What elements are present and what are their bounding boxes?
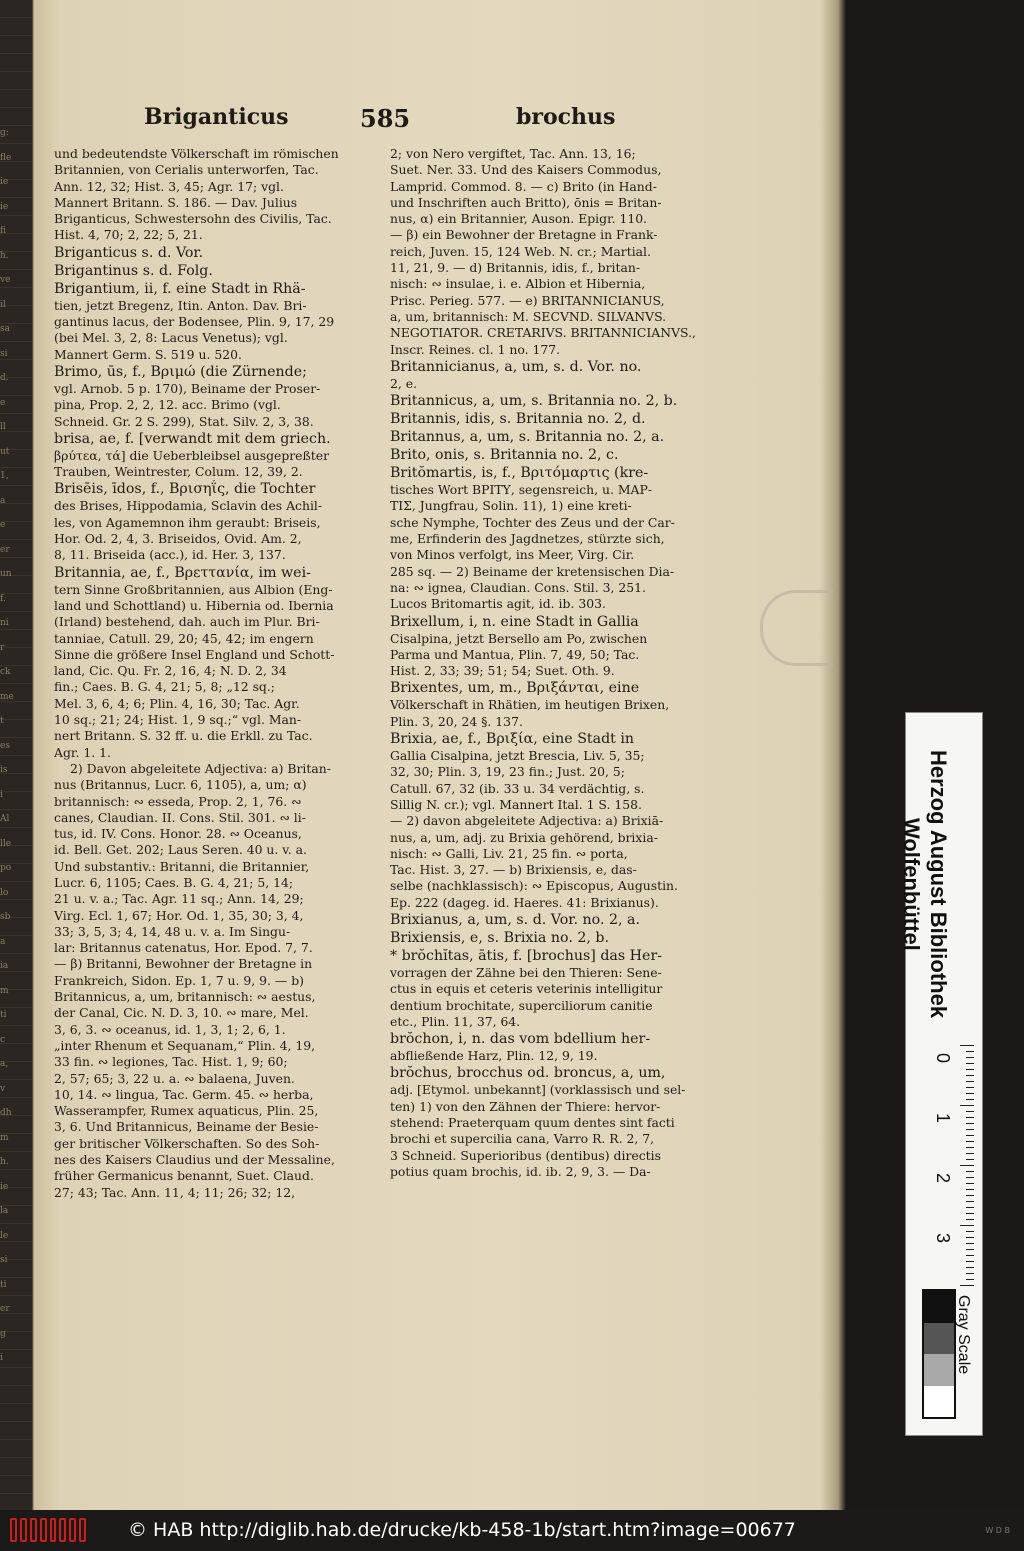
left-text-column [54,146,394,1201]
text-line: Mel. 3, 6, 4; 6; Plin. 4, 16, 30; Tac. Agr. [54,695,300,711]
text-line: Parma und Mantua, Plin. 7, 49, 50; Tac. [390,646,640,662]
adjacent-page-fragment: t [0,716,4,726]
ruler-tick [966,1255,974,1256]
ruler-tick-label: 3 [933,1233,953,1244]
text-line: tern Sinne Großbritannien, aus Albion (Eng- [54,581,333,597]
ruler-tick [966,1183,974,1184]
adjacent-page-fragment: d. [0,373,9,383]
ruler-tick [966,1237,974,1238]
adjacent-page-fragment: v [0,1083,6,1094]
text-line: Britannicus, a, um, britannisch: ∾ aestus, [54,989,316,1005]
adjacent-page-fragment: ia [0,961,9,971]
text-line: 2, 57; 65; 3, 22 u. a. ∾ balaena, Juven. [54,1070,295,1086]
adjacent-page-fragment: c [0,1034,6,1045]
ruler-tick [966,1207,974,1208]
entry-headword-line: Brimo, ūs, f., Βριμώ (die Zürnende; [54,363,307,380]
ruler-tick [960,1045,974,1046]
ruler-tick [966,1279,974,1280]
ruler-tick [960,1225,974,1226]
text-line: nus, a, um, adj. zu Brixia gehörend, brixia- [390,829,658,845]
color-calibration-card [899,712,983,1436]
text-line: nus (Britannus, Lucr. 6, 1105), a, um; α) [54,777,307,793]
entry-headword-line: Brito, onis, s. Britannia no. 2, c. [390,447,619,464]
right-text-column [390,146,750,1180]
adjacent-page-fragment: i [0,789,3,800]
text-line: 2, e. [390,375,418,391]
text-line: Ann. 12, 32; Hist. 3, 45; Agr. 17; vgl. [54,178,284,194]
text-line: und bedeutendste Völkerschaft im römischen [54,146,339,161]
text-line: 8, 11. Briseida (acc.), id. Her. 3, 137. [54,547,286,563]
text-line: na: ∾ ignea, Claudian. Cons. Stil. 3, 251. [390,579,646,595]
dictionary-page [34,12,834,1510]
adjacent-page-fragment: a [0,495,6,506]
text-line: tanniae, Catull. 29, 20; 45, 42; im engern [54,630,314,646]
text-line: Briganticus, Schwestersohn des Civilis, Tac. [54,211,332,227]
text-line: Mannert Britann. S. 186. — Dav. Julius [54,194,298,210]
adjacent-page-edge [0,0,32,1510]
entry-headword-line: brisa, ae, f. [verwandt mit dem griech. [54,430,331,447]
adjacent-page-fragment: un [0,569,12,579]
text-line: Plin. 3, 20, 24 §. 137. [390,713,523,729]
adjacent-page-fragment: la [0,1206,9,1216]
text-line: früher Germanicus benannt, Suet. Claud. [54,1168,314,1184]
adjacent-page-fragment: ut [0,446,10,457]
entry-headword-line: Britannus, a, um, s. Britannia no. 2, a. [390,429,665,446]
text-line: stehend: Praeterquam quum dentes sint facti [390,1115,675,1131]
text-line: 27; 43; Tac. Ann. 11, 4; 11; 26; 32; 12, [54,1184,296,1200]
entry-headword-line: Brixentes, um, m., Βριξάνται, eine [390,680,640,697]
text-line: sche Nymphe, Tochter des Zeus und der Car- [390,514,675,530]
text-line: nes des Kaisers Claudius und der Messaline, [54,1152,335,1168]
adjacent-page-fragment: ll [0,422,6,432]
adjacent-page-fragment: fle [0,152,12,163]
ruler-tick [966,1099,974,1100]
text-line: nert Britann. S. 32 ff. u. die Erkll. zu Tac. [54,728,313,744]
text-line: Suet. Ner. 33. Und des Kaisers Commodus, [390,162,662,178]
text-line: 11, 21, 9. — d) Britannis, idis, f., britan- [390,260,641,276]
adjacent-page-fragment: sb [0,912,11,922]
ruler-tick [966,1171,974,1172]
text-line: „inter Rhenum et Sequanam,“ Plin. 4, 19, [54,1037,316,1053]
text-line: — 2) davon abgeleitete Adjectiva: a) Brixiā- [390,813,664,829]
ruler-tick [966,1141,974,1142]
adjacent-page-fragment: me [0,691,14,702]
ruler-tick [966,1267,974,1268]
text-line: Mannert Germ. S. 519 u. 520. [54,346,242,362]
text-line: ΤΙΣ, Jungfrau, Solin. 11), 1) eine kreti- [390,498,632,514]
entry-headword-line: * brŏchĭtas, ātis, f. [brochus] das Her- [390,947,663,964]
text-line: 2) Davon abgeleitete Adjectiva: a) Britan- [70,760,331,776]
entry-headword-line: Britannicus, a, um, s. Britannia no. 2, b. [390,393,678,410]
text-line: vorragen der Zähne bei den Thieren: Sene- [390,964,662,980]
text-line: gantinus lacus, der Bodensee, Plin. 9, 17, 29 [54,314,335,330]
scale-ruler [918,1045,974,1295]
adjacent-page-fragment: Al [0,814,10,824]
adjacent-page-fragment: a [0,936,6,947]
adjacent-page-fragment: po [0,863,12,873]
text-line: Prisc. Perieg. 577. — e) BRITANNICIANUS, [390,292,665,308]
adjacent-page-fragment: e [0,520,6,530]
gray-swatch [924,1291,954,1323]
text-line: Cisalpina, jetzt Bersello am Po, zwischen [390,630,648,646]
text-line: — β) ein Bewohner der Bretagne in Frank- [390,227,658,243]
text-line: 3 Schneid. Superioribus (dentibus) directis [390,1147,661,1163]
text-line: nisch: ∾ Galli, Liv. 21, 25 fin. ∾ porta, [390,845,628,861]
text-line: Lamprid. Commod. 8. — c) Brito (in Hand- [390,178,657,194]
text-line: Trauben, Weintrester, Colum. 12, 39, 2. [54,464,303,480]
text-line: dentium brochitate, superciliorum canitie [390,997,653,1013]
page-number: 585 [360,104,411,133]
card-title [899,725,952,1043]
adjacent-page-fragment: sa [0,324,10,334]
ruler-tick [966,1189,974,1190]
viewer-footer [0,1510,1024,1551]
text-line: Hist. 2, 33; 39; 51; 54; Suet. Oth. 9. [390,663,615,679]
ruler-tick [966,1261,974,1262]
adjacent-page-fragment: g [0,1328,6,1339]
text-line: Catull. 67, 32 (ib. 33 u. 34 verdächtig, s. [390,780,645,796]
text-line: der Canal, Cic. N. D. 3, 10. ∾ mare, Mel. [54,1005,309,1021]
text-line: Und substantiv.: Britanni, die Britannier, [54,858,310,874]
ruler-tick [966,1231,974,1232]
ruler-tick [966,1057,974,1058]
text-line: Lucr. 6, 1105; Caes. B. G. 4, 21; 5, 14; [54,874,294,890]
text-line: Agr. 1. 1. [54,744,111,760]
text-line: Lucos Britomartis agit, id. ib. 303. [390,596,606,612]
text-line: selbe (nachklassisch): ∾ Episcopus, Augustin. [390,878,678,894]
ruler-tick [966,1117,974,1118]
text-line: britannisch: ∾ esseda, Prop. 2, 1, 76. ∾ [54,793,302,809]
text-line: etc., Plin. 11, 37, 64. [390,1013,521,1029]
text-line: und Inschriften auch Britto), ōnis = Britan- [390,194,662,210]
ruler-tick [966,1135,974,1136]
adjacent-page-fragment: fi [0,226,7,236]
adjacent-page-fragment: ie [0,1181,9,1192]
adjacent-page-fragment: g: [0,128,9,138]
adjacent-page-fragment: ti [0,1279,7,1290]
gray-scale-label: Gray Scale [955,1295,972,1375]
text-line: von Minos verfolgt, ins Meer, Virg. Cir. [390,547,635,563]
adjacent-page-fragment: si [0,348,8,359]
hab-logo-icon[interactable] [10,1518,86,1542]
ruler-tick [966,1249,974,1250]
text-line: ten) 1) von den Zähnen der Thiere: hervor- [390,1098,661,1114]
footer-mark: W D B [985,1526,1010,1535]
entry-headword-line: Brisēis, īdos, f., Βρισηΐς, die Tochter [54,481,316,498]
running-head-left: Briganticus [144,104,289,130]
text-line: 2; von Nero vergiftet, Tac. Ann. 13, 16; [390,146,636,161]
ruler-tick [966,1093,974,1094]
entry-headword-line: Brixellum, i, n. eine Stadt in Gallia [390,613,639,630]
entry-headword-line: Brixia, ae, f., Βριξία, eine Stadt in [390,731,635,748]
gray-swatch [924,1354,954,1386]
text-line: ctus in equis et ceteris veterinis intelligitur [390,981,663,997]
adjacent-page-fragment: ie [0,177,9,187]
adjacent-page-fragment: is [0,765,8,775]
ruler-tick [966,1147,974,1148]
card-title-line1: Herzog August Bibliothek [926,749,951,1019]
ruler-tick [966,1081,974,1082]
text-line: Ep. 222 (dageg. id. Haeres. 41: Brixianus). [390,894,659,910]
text-line: 33 fin. ∾ legiones, Tac. Hist. 1, 9; 60; [54,1054,288,1070]
text-line: Völkerschaft in Rhätien, im heutigen Brixen, [390,697,670,713]
text-line: ger britischer Völkerschaften. So des Soh- [54,1135,320,1151]
text-line: (Irland) bestehend, dah. auch im Plur. Bri- [54,614,320,630]
adjacent-page-fragment: a, [0,1059,9,1069]
copyright-link[interactable]: © HAB http://diglib.hab.de/drucke/kb-458-1b/start.htm?image=00677 [128,1519,796,1541]
text-line: 285 sq. — 2) Beiname der kretensischen Dia- [390,563,675,579]
ruler-tick [960,1105,974,1106]
gray-swatch [924,1323,954,1355]
adjacent-page-fragment: il [0,299,6,310]
ruler-tick [966,1051,974,1052]
running-head-right: brochus [516,104,616,130]
text-line: brochi et supercilia cana, Varro R. R. 2, 7, [390,1131,655,1147]
ruler-tick-label: 1 [933,1113,953,1124]
ruler-tick [966,1087,974,1088]
text-line: 33; 3, 5, 3; 4, 14, 48 u. v. a. Im Singu- [54,923,291,939]
text-line: potius quam brochis, id. ib. 2, 9, 3. — Da- [390,1163,651,1179]
adjacent-page-fragment: lle [0,838,12,849]
text-line: Virg. Ecl. 1, 67; Hor. Od. 1, 35, 30; 3, 4, [54,907,304,923]
text-line: Inscr. Reines. cl. 1 no. 177. [390,341,561,357]
ruler-tick [966,1159,974,1160]
adjacent-page-fragment: ie [0,201,9,212]
adjacent-page-fragment: ve [0,275,11,285]
text-line: nus, α) ein Britannier, Auson. Epigr. 110. [390,211,648,227]
ruler-tick [966,1153,974,1154]
ruler-tick [966,1201,974,1202]
ruler-tick [960,1165,974,1166]
adjacent-page-fragment: ck [0,667,11,677]
ruler-tick [966,1069,974,1070]
text-line: nisch: ∾ insulae, i. e. Albion et Hibernia, [390,276,646,292]
text-line: 32, 30; Plin. 3, 19, 23 fin.; Just. 20, 5; [390,764,625,780]
text-line: abfließende Harz, Plin. 12, 9, 19. [390,1048,598,1064]
text-line: — β) Britanni, Bewohner der Bretagne in [54,956,313,972]
text-line: Britannien, von Cerialis unterworfen, Tac. [54,162,319,178]
text-line: 3, 6. Und Britannicus, Beiname der Besie- [54,1119,319,1135]
text-line: Sillig N. cr.); vgl. Mannert Ital. 1 S. 158. [390,796,642,812]
ruler-tick [966,1219,974,1220]
gray-scale-swatches [922,1289,956,1419]
entry-headword-line: Briganticus s. d. Vor. [54,244,204,261]
adjacent-page-fragment: si [0,1255,8,1265]
adjacent-page-fragment: e [0,397,6,408]
text-line: Tac. Hist. 3, 27. — b) Brixiensis, e, das- [390,862,637,878]
ruler-tick [966,1111,974,1112]
gray-swatch [924,1386,954,1418]
ruler-tick-label: 0 [933,1053,953,1064]
text-line: 3, 6, 3. ∾ oceanus, id. 1, 3, 1; 2, 6, 1. [54,1021,286,1037]
text-line: id. Bell. Get. 202; Laus Seren. 40 u. v. a. [54,842,307,858]
text-line: land und Schottland) u. Hibernia od. Ibernia [54,597,334,613]
card-title-line2: Wolfenbüttel [899,817,924,951]
text-line: reich, Juven. 15, 124 Web. N. cr.; Martial. [390,243,651,259]
adjacent-page-fragment: f. [0,593,6,604]
text-line: 10 sq.; 21; 24; Hist. 1, 9 sq.;“ vgl. Man- [54,712,302,728]
text-line: 10, 14. ∾ lingua, Tac. Germ. 45. ∾ herba, [54,1086,314,1102]
adjacent-page-fragment: lo [0,887,9,898]
ruler-tick [966,1195,974,1196]
adjacent-page-fragment: er [0,544,10,555]
adjacent-page-fragment: r [0,642,5,653]
adjacent-page-fragment: le [0,1230,9,1241]
adjacent-page-fragment: h. [0,250,9,261]
text-line: Hor. Od. 2, 4, 3. Briseidos, Ovid. Am. 2, [54,531,302,547]
entry-headword-line: Britŏmartis, is, f., Βριτόμαρτις (kre- [390,465,649,482]
entry-headword-line: Britannis, idis, s. Britannia no. 2, d. [390,411,646,428]
entry-headword-line: Britannia, ae, f., Βρεττανία, im wei- [54,564,311,581]
ruler-tick [966,1123,974,1124]
ruler-tick [966,1213,974,1214]
adjacent-page-fragment: ni [0,618,9,628]
entry-headword-line: brŏchon, i, n. das vom bdellium her- [390,1031,651,1048]
entry-headword-line: Brixianus, a, um, s. d. Vor. no. 2, a. [390,911,640,928]
text-line: lar: Britannus catenatus, Hor. Epod. 7, 7. [54,940,313,956]
adjacent-page-fragment: dh [0,1108,12,1118]
text-line: (bei Mel. 3, 2, 8: Lacus Venetus); vgl. [54,330,288,346]
text-line: Schneid. Gr. 2 S. 299), Stat. Silv. 2, 3, 38. [54,413,314,429]
text-line: βρύτεα, τά] die Ueberbleibsel ausgepreßter [54,447,330,463]
adjacent-page-fragment: m [0,985,9,996]
text-line: tus, id. IV. Cons. Honor. 28. ∾ Oceanus, [54,826,302,842]
ruler-tick [966,1063,974,1064]
text-line: fin.; Caes. B. G. 4, 21; 5, 8; „12 sq.; [54,679,275,695]
adjacent-page-fragment: 1, [0,471,9,481]
text-line: canes, Claudian. II. Cons. Stil. 301. ∾ li- [54,809,306,825]
ruler-tick [966,1177,974,1178]
text-line: NEGOTIATOR. CRETARIVS. BRITANNICIANVS., [390,325,696,341]
adjacent-page-fragment: h. [0,1157,9,1167]
text-line: land, Cic. Qu. Fr. 2, 16, 4; N. D. 2, 34 [54,663,287,679]
text-line: des Brises, Hippodamia, Sclavin des Achil- [54,498,323,514]
text-line: Hist. 4, 70; 2, 22; 5, 21. [54,227,203,243]
entry-headword-line: brŏchus, brocchus od. broncus, a, um, [390,1065,666,1082]
text-line: les, von Agamemnon ihm geraubt: Briseis, [54,514,321,530]
text-line: tien, jetzt Bregenz, Itin. Anton. Dav. Bri- [54,297,307,313]
text-line: tisches Wort ΒΡΙΤΥ, segensreich, u. ΜΑΡ- [390,482,653,498]
ruler-tick [960,1285,974,1286]
text-line: a, um, britannisch: M. SECVND. SILVANVS. [390,308,667,324]
text-line: adj. [Etymol. unbekannt] (vorklassisch und sel- [390,1082,686,1098]
entry-headword-line: Britannicianus, a, um, s. d. Vor. no. [390,358,642,375]
text-line: Wasserampfer, Rumex aquaticus, Plin. 25, [54,1103,319,1119]
entry-headword-line: Brixiensis, e, s. Brixia no. 2, b. [390,929,609,946]
adjacent-page-fragment: ti [0,1010,7,1020]
entry-headword-line: Brigantinus s. d. Folg. [54,262,213,279]
ruler-tick-label: 2 [933,1173,953,1184]
ruler-tick [966,1273,974,1274]
adjacent-page-fragment: i [0,1353,3,1363]
text-line: Frankreich, Sidon. Ep. 1, 7 u. 9, 9. — b) [54,972,305,988]
page-clip-icon [760,590,833,666]
text-line: pina, Prop. 2, 2, 12. acc. Brimo (vgl. [54,397,281,413]
adjacent-page-fragment: es [0,740,10,751]
ruler-tick [966,1129,974,1130]
entry-headword-line: Brigantium, ii, f. eine Stadt in Rhä- [54,280,306,297]
text-line: vgl. Arnob. 5 p. 170), Beiname der Proser- [54,380,321,396]
text-line: me, Erfinderin des Jagdnetzes, stürzte sich, [390,531,665,547]
adjacent-page-fragment: er [0,1304,10,1314]
text-line: Sinne die größere Insel England und Schott- [54,646,335,662]
text-line: Gallia Cisalpina, jetzt Brescia, Liv. 5, 35; [390,748,645,764]
ruler-tick [966,1243,974,1244]
text-line: 21 u. v. a.; Tac. Agr. 11 sq.; Ann. 14, 29; [54,891,304,907]
ruler-tick [966,1075,974,1076]
adjacent-page-fragment: m [0,1132,9,1143]
